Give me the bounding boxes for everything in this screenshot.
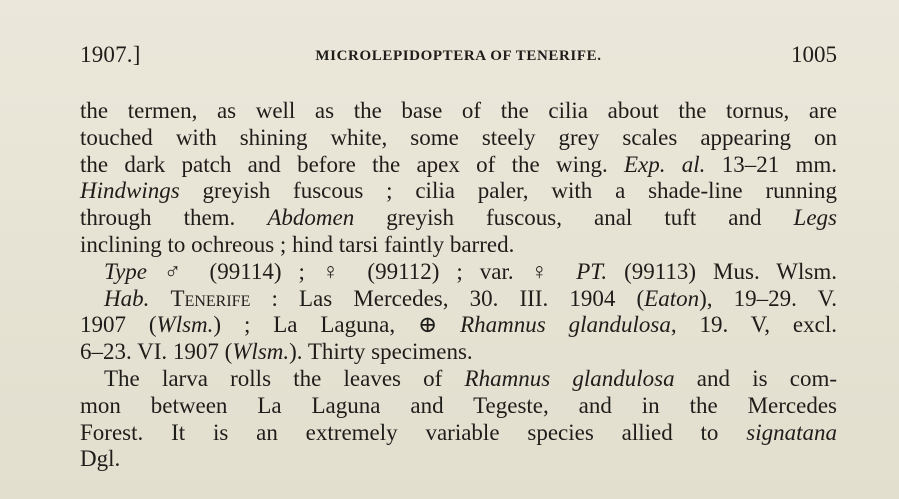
text-segment: signatana: [746, 419, 837, 445]
text-segment: Hindwings: [80, 178, 180, 204]
text-segment: ♂ (99114) ; ♀ (99112) ; var. ♀: [147, 258, 577, 284]
text-segment: 6–23. VI. 1907 (: [80, 339, 233, 365]
text-line: [80, 339, 837, 366]
text-line: [80, 178, 837, 205]
text-segment: ), 19–29. V.: [699, 285, 838, 311]
text-segment: (99113) Mus. Wlsm.: [607, 258, 837, 284]
text-segment: inclining to ochreous ; hind tarsi faintly barred.: [80, 231, 515, 257]
text-segment: and is com-: [674, 365, 838, 391]
header-year: 1907.]: [80, 42, 141, 67]
text-segment: ). Thirty specimens.: [289, 339, 473, 365]
text-line: [80, 366, 837, 393]
header-title: MICROLEPIDOPTERA OF TENERIFE.: [315, 48, 602, 64]
text-segment: the termen, as well as the base of the cilia about the tornus, are: [80, 98, 837, 123]
text-segment: Exp. al.: [623, 151, 706, 177]
text-segment: , 19. V, excl.: [670, 312, 837, 338]
text-line: [80, 125, 837, 152]
text-segment: 13–21 mm.: [705, 151, 838, 177]
text-segment: Dgl.: [80, 446, 121, 472]
text-line: [80, 259, 837, 286]
text-segment: ) ; La Laguna, ⊕: [213, 312, 461, 338]
text-segment: the dark patch and before the apex of the wing.: [80, 151, 624, 177]
text-segment: greyish fuscous, anal tuft and: [354, 205, 794, 231]
text-segment: Type: [104, 258, 148, 284]
text-segment: PT.: [576, 258, 608, 284]
text-segment: greyish fuscous ; cilia paler, with a shade-line running: [179, 178, 837, 204]
running-header: [80, 42, 837, 72]
text-segment: through them.: [80, 205, 268, 231]
text-segment: Wlsm.: [232, 339, 290, 365]
text-segment: The larva rolls the leaves of: [104, 365, 465, 391]
text-segment: mon between La Laguna and Tegeste, and in the Mercedes: [80, 392, 837, 418]
text-segment: touched with shining white, some steely grey scales appearing on: [80, 124, 837, 150]
text-line: [80, 286, 837, 313]
text-segment: Rhamnus glandulosa: [460, 312, 671, 338]
text-line: [80, 420, 837, 447]
text-segment: Eaton: [644, 285, 700, 311]
text-line: [80, 312, 837, 339]
text-line: [80, 152, 837, 179]
text-segment: Tenerife: [170, 285, 251, 311]
text-segment: 1907 (: [80, 312, 157, 338]
text-line: [80, 232, 837, 259]
text-line: [80, 393, 837, 420]
page-number: 1005: [791, 42, 837, 67]
text-segment: [149, 286, 170, 311]
text-line: [80, 205, 837, 232]
text-segment: Wlsm.: [156, 312, 214, 338]
text-segment: Abdomen: [267, 205, 355, 231]
text-segment: Legs: [793, 205, 837, 231]
body-text: [80, 98, 837, 473]
text-segment: Rhamnus glandulosa: [464, 365, 675, 391]
text-segment: Forest. It is an extremely variable species allied to: [80, 419, 747, 445]
text-line: [80, 98, 837, 125]
text-segment: Hab.: [104, 285, 150, 311]
text-segment: : Las Mercedes, 30. III. 1904 (: [250, 285, 645, 311]
text-line: [80, 446, 837, 473]
